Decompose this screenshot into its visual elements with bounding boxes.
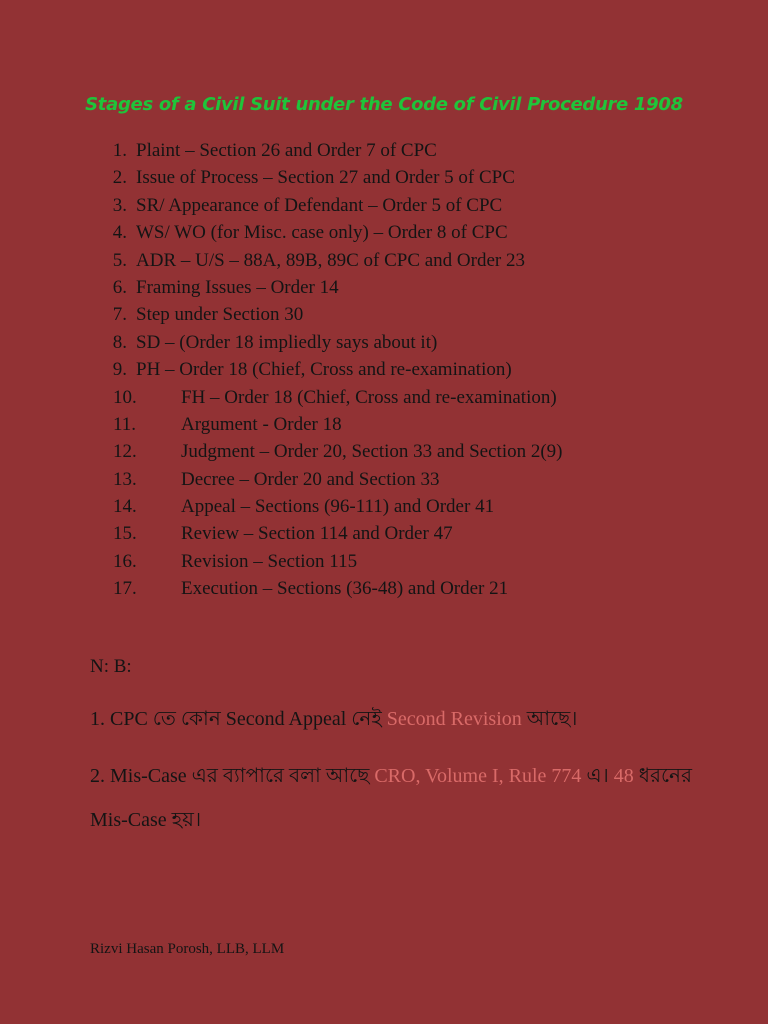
note-text: 2. Mis-Case এর ব্যাপারে বলা আছে (90, 765, 375, 787)
item-number: 7. (112, 304, 127, 326)
list-item (0, 438, 768, 465)
item-text: Plaint – Section 26 and Order 7 of CPC (136, 140, 437, 161)
list-item (0, 356, 768, 383)
item-text: FH – Order 18 (Chief, Cross and re-examination) (181, 386, 557, 408)
item-text: Argument - Order 18 (181, 413, 342, 435)
item-text: Judgment – Order 20, Section 33 and Section 2(9) (181, 441, 563, 463)
item-text: Review – Section 114 and Order 47 (181, 523, 453, 545)
list-item (0, 329, 768, 356)
note-highlight: 48 (613, 765, 634, 787)
list-item (0, 384, 768, 411)
note-1 (90, 704, 577, 737)
note-text: ধরনের (633, 765, 692, 787)
document-title: Stages of a Civil Suit under the Code of Civil Procedure 1908 (85, 94, 683, 115)
list-item (0, 466, 768, 493)
author-credit: Rizvi Hasan Porosh, LLB, LLM (90, 941, 285, 957)
item-number: 5. (112, 249, 127, 271)
item-number: 15. (113, 523, 137, 545)
item-text: Execution – Sections (36-48) and Order 21 (181, 578, 509, 600)
item-text: WS/ WO (for Misc. case only) – Order 8 of CPC (136, 222, 508, 244)
item-text: SD – (Order 18 impliedly says about it) (136, 331, 438, 353)
list-item (0, 493, 768, 520)
item-number: 11. (113, 413, 137, 435)
list-item (0, 301, 768, 328)
item-number: 17. (113, 578, 137, 600)
list-item (0, 274, 768, 301)
note-text: আছে। (521, 708, 578, 730)
list-item (0, 548, 768, 575)
list-item (0, 137, 768, 164)
note-2-continuation: Mis-Case হয়। (90, 809, 202, 831)
item-number: 12. (113, 441, 137, 463)
item-number: 3. (112, 194, 127, 216)
list-item (0, 219, 768, 246)
item-text: Appeal – Sections (96-111) and Order 41 (181, 496, 495, 518)
item-number: 9. (112, 359, 127, 381)
list-item (0, 164, 768, 191)
item-number: 10. (113, 386, 137, 408)
note-highlight: CRO, Volume I, Rule 774 (374, 765, 582, 787)
item-text: Issue of Process – Section 27 and Order 5 of CPC (136, 167, 515, 189)
item-text: Revision – Section 115 (181, 550, 358, 572)
item-text: Step under Section 30 (136, 304, 304, 326)
item-number: 13. (113, 468, 137, 490)
list-item (0, 247, 768, 274)
nb-label: N: B: (90, 656, 132, 677)
item-number: 1. (112, 140, 127, 161)
item-number: 6. (112, 276, 127, 298)
list-item (0, 520, 768, 547)
list-item (0, 192, 768, 219)
item-number: 14. (113, 496, 137, 518)
note-text: এ। (581, 765, 614, 787)
item-text: Framing Issues – Order 14 (136, 276, 339, 298)
item-text: Decree – Order 20 and Section 33 (181, 468, 440, 490)
item-text: SR/ Appearance of Defendant – Order 5 of CPC (136, 194, 503, 216)
list-item (0, 575, 768, 602)
note-highlight: Second Revision (386, 708, 522, 730)
note-2 (90, 761, 692, 794)
item-number: 16. (113, 550, 137, 572)
item-number: 8. (112, 331, 127, 353)
list-item (0, 411, 768, 438)
item-number: 2. (112, 167, 127, 189)
note-text: 1. CPC তে কোন Second Appeal নেই (90, 708, 387, 730)
item-text: ADR – U/S – 88A, 89B, 89C of CPC and Order 23 (136, 249, 525, 271)
item-number: 4. (112, 222, 127, 244)
item-text: PH – Order 18 (Chief, Cross and re-examination) (136, 359, 512, 381)
stages-list (0, 137, 768, 603)
